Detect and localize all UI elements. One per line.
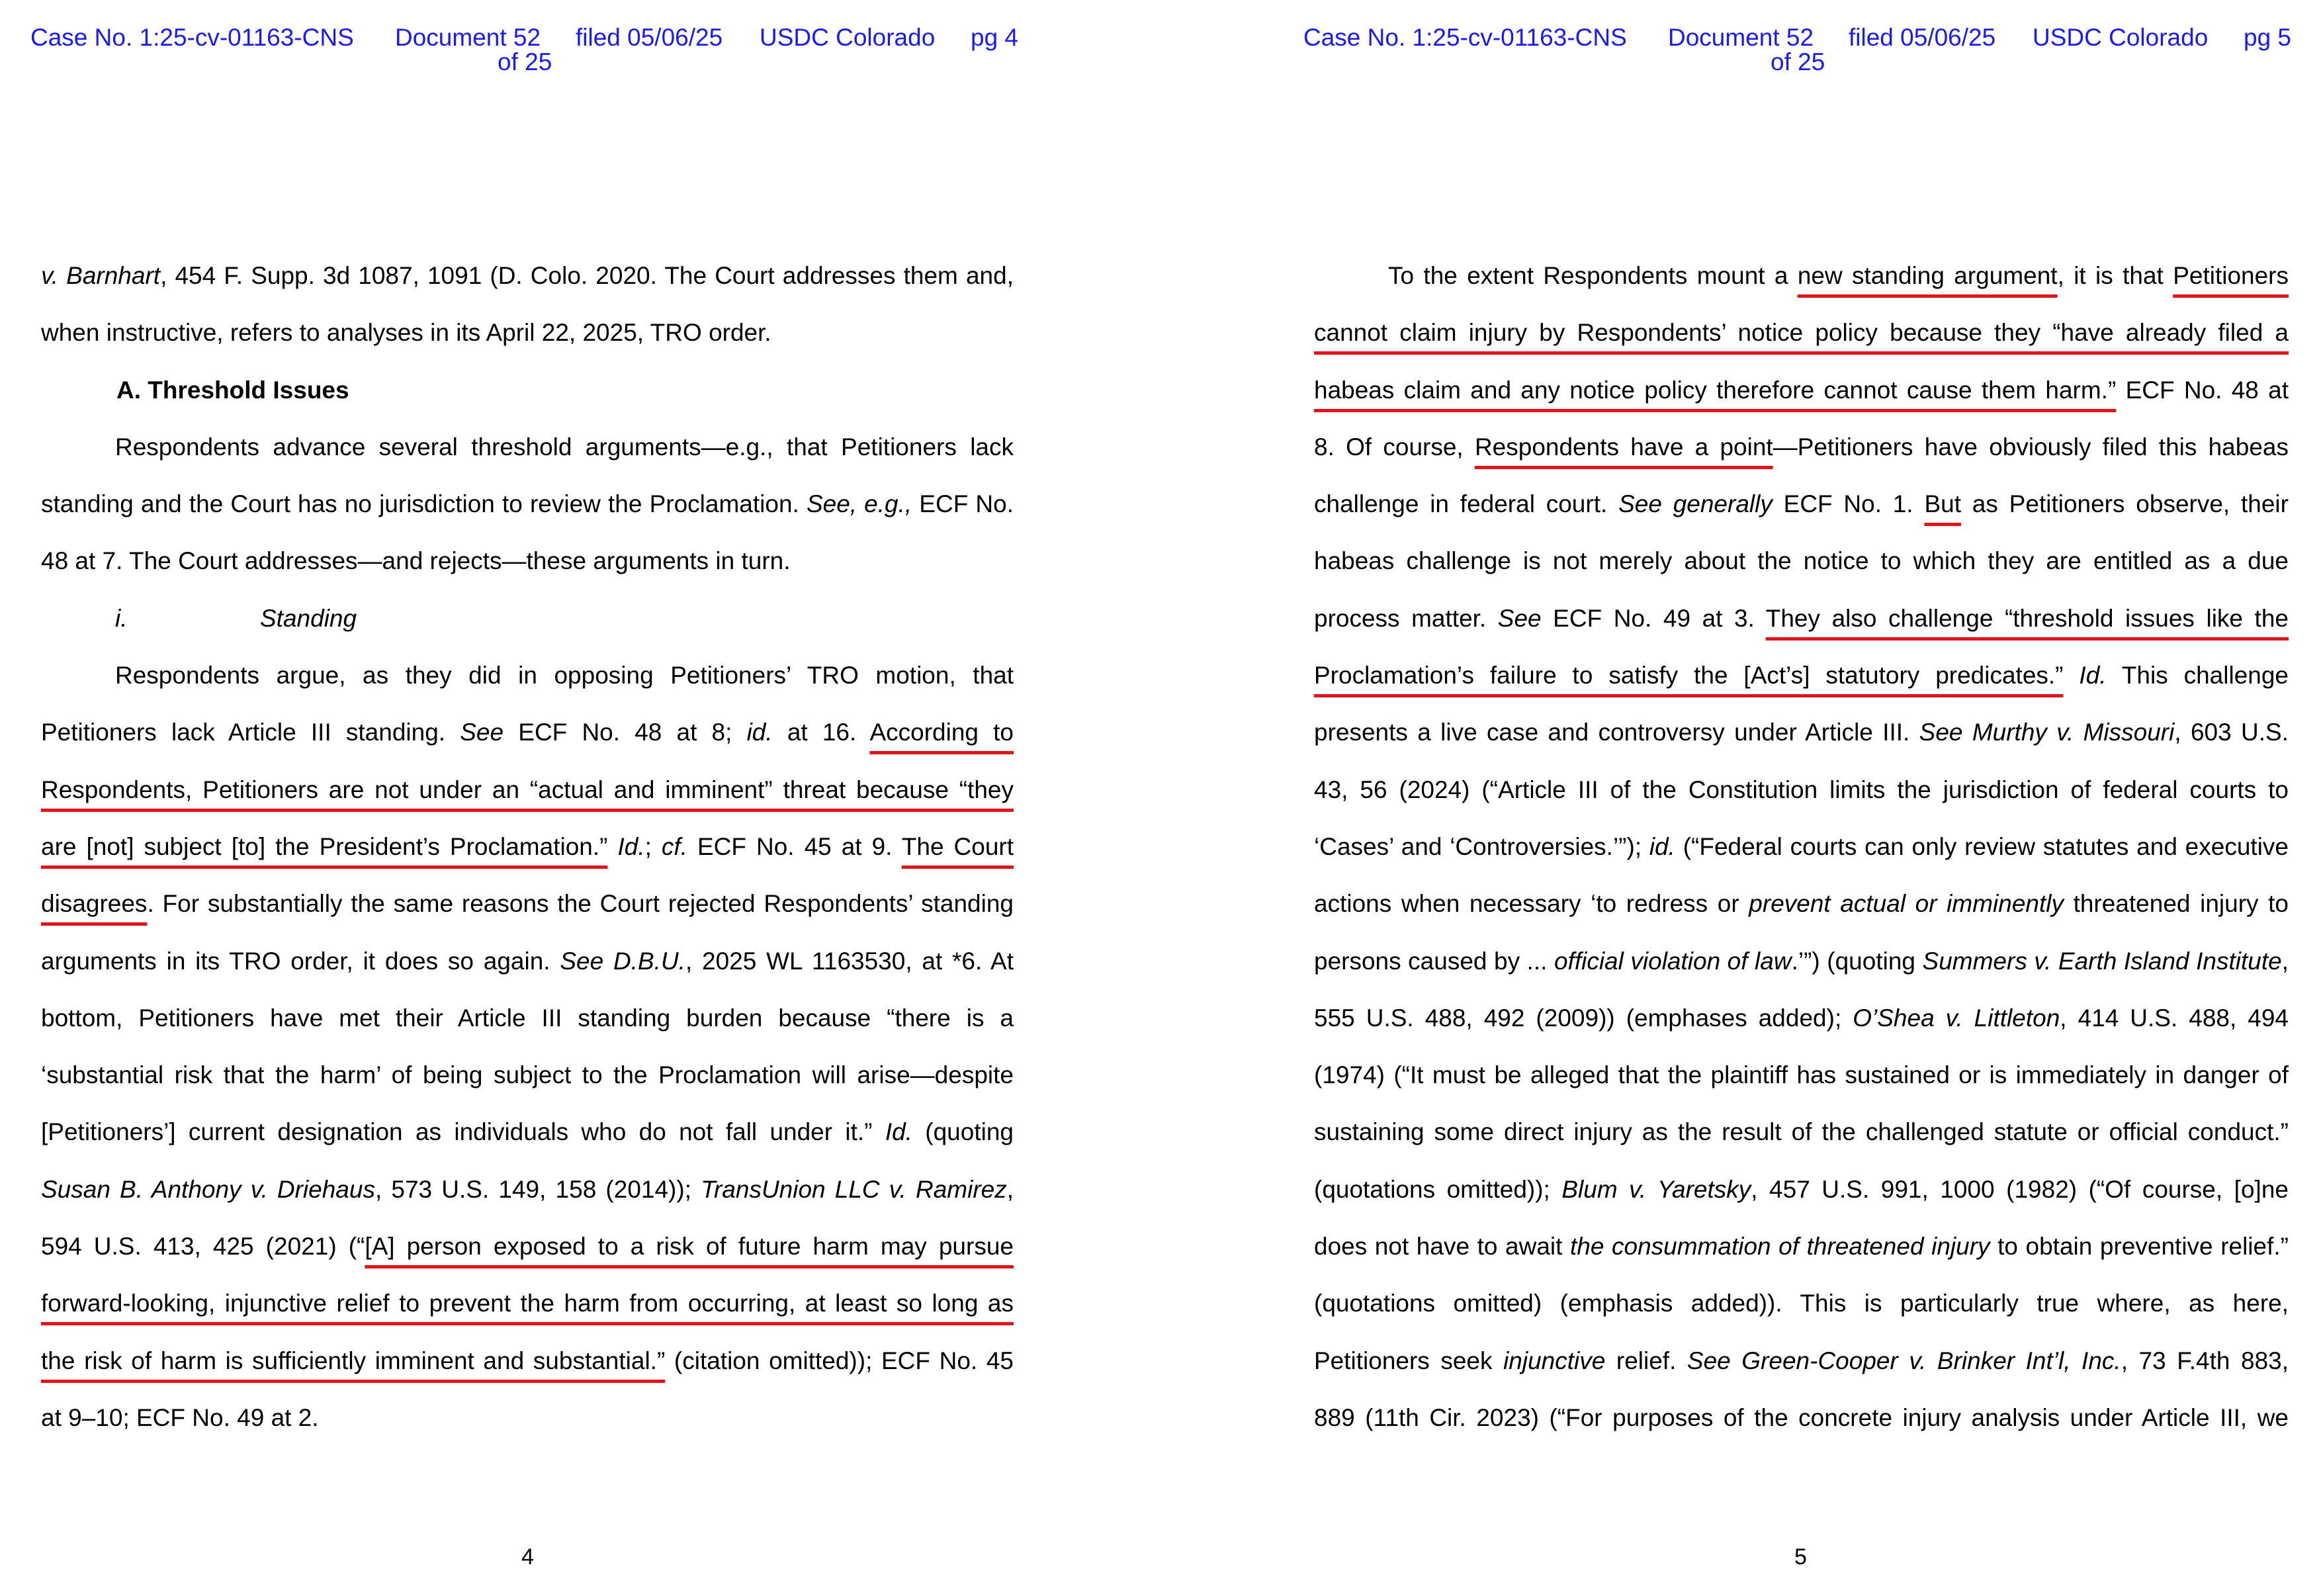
citation-italic: See Green-Cooper v. Brinker Int’l, Inc. [1686,1347,2121,1374]
text-run: at 9–10; ECF No. 49 at 2. [41,1403,319,1431]
page-indicator: pg 5 [2244,24,2292,51]
citation-italic: O’Shea v. Littleton [1853,1004,2060,1032]
text-run: (citation omitted)); ECF No. 45 [665,1347,1014,1374]
text-run: 555 U.S. 488, 492 (2009)) (emphases added); [1314,1004,1853,1032]
text-run: relief. [1605,1347,1687,1374]
text-line [41,476,1014,533]
text-line [41,933,1014,990]
text-run: ECF No. 48 at [2116,376,2289,404]
text-run: ECF No. [912,490,1014,518]
text-run: threatened injury to [2063,890,2289,918]
text-line [41,990,1014,1047]
text-run: ECF No. 1. [1772,490,1925,518]
text-run: , [1006,1175,1014,1203]
court-name: USDC Colorado [760,24,936,51]
text-run: Petitioners seek [1314,1347,1504,1374]
subsection-heading [41,590,1014,647]
page-indicator: pg 4 [971,24,1019,51]
citation-italic: id. [746,719,773,746]
text-run: actions when necessary ‘to redress or [1314,890,1749,918]
text-run: sustaining some direct injury as the result of the challenged statute or official conduct.” [1314,1118,2289,1146]
text-line [41,762,1014,819]
text-run: , 457 U.S. 991, 1000 (1982) (“Of course, [o]ne [1751,1175,2289,1203]
citation-italic: Id. [885,1118,912,1146]
highlighted-phrase: new standing argument [1797,262,2058,289]
highlighted-phrase: Petitioners [2173,262,2289,289]
section-heading [41,362,1014,419]
text-run: at 16. [772,719,870,746]
text-line [1314,1104,2289,1161]
citation-italic: prevent actual or imminently [1749,890,2064,918]
text-run: (“Federal courts can only review statutes and executive [1675,832,2289,860]
text-run: to obtain preventive relief.” [1990,1233,2289,1261]
text-run: ECF No. 49 at 3. [1541,604,1766,632]
text-line [1314,990,2289,1047]
text-line [1314,476,2289,533]
highlighted-phrase: cannot claim injury by Respondents’ notice policy because they “have already filed a [1314,319,2289,347]
document-body [1314,247,2289,1446]
highlighted-phrase: The Court [901,832,1014,860]
text-line [41,1161,1014,1218]
text-run: Respondents argue, as they did in opposing Petitioners’ TRO motion, that [115,662,1014,689]
citation-italic: cf. [661,832,687,860]
citation-italic: See generally [1618,490,1773,518]
text-line [1314,762,2289,819]
page-number: 5 [1794,1544,1807,1570]
text-run: arguments in its TRO order, it does so again. [41,947,560,975]
citation-italic: v. Barnhart [41,262,161,289]
highlighted-phrase: According to [869,719,1014,746]
filed-date: filed 05/06/25 [1849,24,1996,51]
highlighted-phrase: the risk of harm is sufficiently imminent and substantial.” [41,1347,666,1374]
text-run: (quotations omitted)); [1314,1175,1562,1203]
text-line [41,419,1014,476]
text-run: 889 (11th Cir. 2023) (“For purposes of the concrete injury analysis under Article III, we [1314,1403,2289,1431]
text-line [1314,247,2289,304]
text-run [607,833,617,860]
text-run: 8. Of course, [1314,433,1475,461]
text-line [1314,533,2289,590]
document-number: Document 52 [395,24,541,51]
text-run: This challenge [2106,662,2289,689]
text-run: persons caused by ... [1314,947,1554,975]
text-run: when instructive, refers to analyses in its April 22, 2025, TRO order. [41,319,771,347]
text-run: 594 U.S. 413, 425 (2021) (“ [41,1233,365,1261]
citation-italic: the consummation of threatened injury [1570,1233,1990,1261]
text-run: Respondents advance several threshold arguments—e.g., that Petitioners lack [115,433,1014,461]
text-run [2064,662,2080,689]
text-line [41,304,1014,361]
citation-italic: TransUnion LLC v. Ramirez [701,1175,1007,1203]
citation-italic: Blum v. Yaretsky [1561,1175,1751,1203]
text-run: presents a live case and controversy under Article III. [1314,719,1919,746]
text-run: , 603 U.S. [2174,719,2289,746]
text-run: ‘substantial risk that the harm’ of being subject to the Proclamation will arise—despite [41,1061,1014,1089]
text-run: , 414 U.S. 488, 494 [2060,1004,2289,1032]
subsection-title: Standing [260,604,357,632]
text-run: , 573 U.S. 149, 158 (2014)); [374,1175,701,1203]
document-body [41,247,1014,1446]
court-name: USDC Colorado [2033,24,2209,51]
highlighted-phrase: disagrees [41,890,148,918]
text-line [41,1047,1014,1104]
text-run: [Petitioners’] current designation as individuals who do not fall under it.” [41,1118,885,1146]
highlighted-phrase: Proclamation’s failure to satisfy the [Act’s] statutory predicates.” [1314,662,2064,689]
text-line [41,1275,1014,1332]
text-line [41,875,1014,932]
text-line [1314,590,2289,647]
page-4 [0,0,1160,1596]
text-run: 43, 56 (2024) (“Article III of the Constitution limits the jurisdiction of federal courts to [1314,776,2289,803]
text-run: ‘Cases’ and ‘Controversies.’”); [1314,832,1649,860]
text-run: Petitioners lack Article III standing. [41,719,460,746]
text-line [1314,1275,2289,1332]
text-run: , [2281,947,2289,975]
text-run: —Petitioners have obviously filed this habeas [1773,433,2289,461]
filed-date: filed 05/06/25 [576,24,723,51]
citation-italic: Id. [2079,662,2107,689]
text-line [1314,933,2289,990]
highlighted-phrase: are [not] subject [to] the President’s Proclamation.” [41,832,608,860]
text-run: ECF No. 48 at 8; [504,719,747,746]
citation-italic: See, e.g., [806,490,912,518]
text-line [41,1333,1014,1390]
text-run: .’”) (quoting [1791,947,1923,975]
text-run: bottom, Petitioners have met their Article III standing burden because “there is a [41,1004,1014,1032]
text-line [1314,1161,2289,1218]
document-of-pages: of 25 [1771,48,1825,75]
text-run: (quoting [912,1118,1014,1146]
highlighted-phrase: habeas claim and any notice policy therefore cannot cause them harm.” [1314,376,2117,404]
text-run: , 454 F. Supp. 3d 1087, 1091 (D. Colo. 2020. The Court addresses them and, [160,262,1014,289]
text-line [41,704,1014,761]
text-line [1314,362,2289,419]
citation-italic: See Murthy v. Missouri [1919,719,2175,746]
citation-italic: Id. [617,832,645,860]
citation-italic: id. [1649,832,1675,860]
text-line [41,1218,1014,1275]
text-line [1314,1390,2289,1446]
highlighted-phrase: Respondents, Petitioners are not under an “actual and imminent” threat because “they [41,776,1014,803]
citation-italic: Susan B. Anthony v. Driehaus [41,1175,375,1203]
case-number: Case No. 1:25-cv-01163-CNS [1303,24,1627,51]
text-run: 48 at 7. The Court addresses—and rejects—these arguments in turn. [41,547,791,575]
text-line [41,819,1014,875]
text-run: challenge in federal court. [1314,490,1619,518]
text-run: To the extent Respondents mount a [1388,262,1798,289]
text-line [1314,1218,2289,1275]
text-run: , 2025 WL 1163530, at *6. At [685,947,1014,975]
text-run: . For substantially the same reasons the Court rejected Respondents’ standing [147,890,1014,918]
page-5 [1160,0,2321,1596]
text-run: ECF No. 45 at 9. [687,832,902,860]
subsection-number: i. [115,604,128,632]
text-line [1314,419,2289,476]
text-line [1314,875,2289,932]
text-line [41,1104,1014,1161]
citation-italic: See [1497,604,1542,632]
text-run: , 73 F.4th 883, [2121,1347,2289,1374]
highlighted-phrase: But [1924,490,1962,518]
text-run: A. Threshold Issues [116,376,349,404]
text-line [1314,1047,2289,1104]
document-number: Document 52 [1668,24,1814,51]
text-line [41,247,1014,304]
text-line [41,533,1014,590]
text-line [1314,304,2289,361]
text-run: habeas challenge is not merely about the notice to which they are entitled as a due [1314,547,2289,575]
text-run: does not have to await [1314,1233,1570,1261]
case-number: Case No. 1:25-cv-01163-CNS [30,24,354,51]
text-run: standing and the Court has no jurisdiction to review the Proclamation. [41,490,807,518]
page-number: 4 [521,1544,534,1570]
citation-italic: See D.B.U. [560,947,685,975]
text-run: (1974) (“It must be alleged that the plaintiff has sustained or is immediately in danger of [1314,1061,2289,1089]
text-run: as Petitioners observe, their [1961,490,2289,518]
text-line [41,647,1014,704]
text-line [1314,647,2289,704]
text-line [1314,1333,2289,1390]
text-run: (quotations omitted) (emphasis added)). This is particularly true where, as here, [1314,1290,2289,1317]
text-run: , it is that [2057,262,2173,289]
highlighted-phrase: They also challenge “threshold issues like the [1765,604,2289,632]
text-run: process matter. [1314,604,1498,632]
citation-italic: Summers v. Earth Island Institute [1922,947,2282,975]
text-line [41,1390,1014,1446]
citation-italic: See [460,719,504,746]
citation-italic: injunctive [1503,1347,1606,1374]
highlighted-phrase: Respondents have a point [1474,433,1773,461]
document-of-pages: of 25 [498,48,552,75]
text-run: ; [644,832,662,860]
text-line [1314,819,2289,875]
highlighted-phrase: [A] person exposed to a risk of future harm may pursue [365,1233,1014,1261]
text-line [1314,704,2289,761]
citation-italic: official violation of law [1554,947,1792,975]
highlighted-phrase: forward-looking, injunctive relief to prevent the harm from occurring, at least so long as [41,1290,1014,1317]
